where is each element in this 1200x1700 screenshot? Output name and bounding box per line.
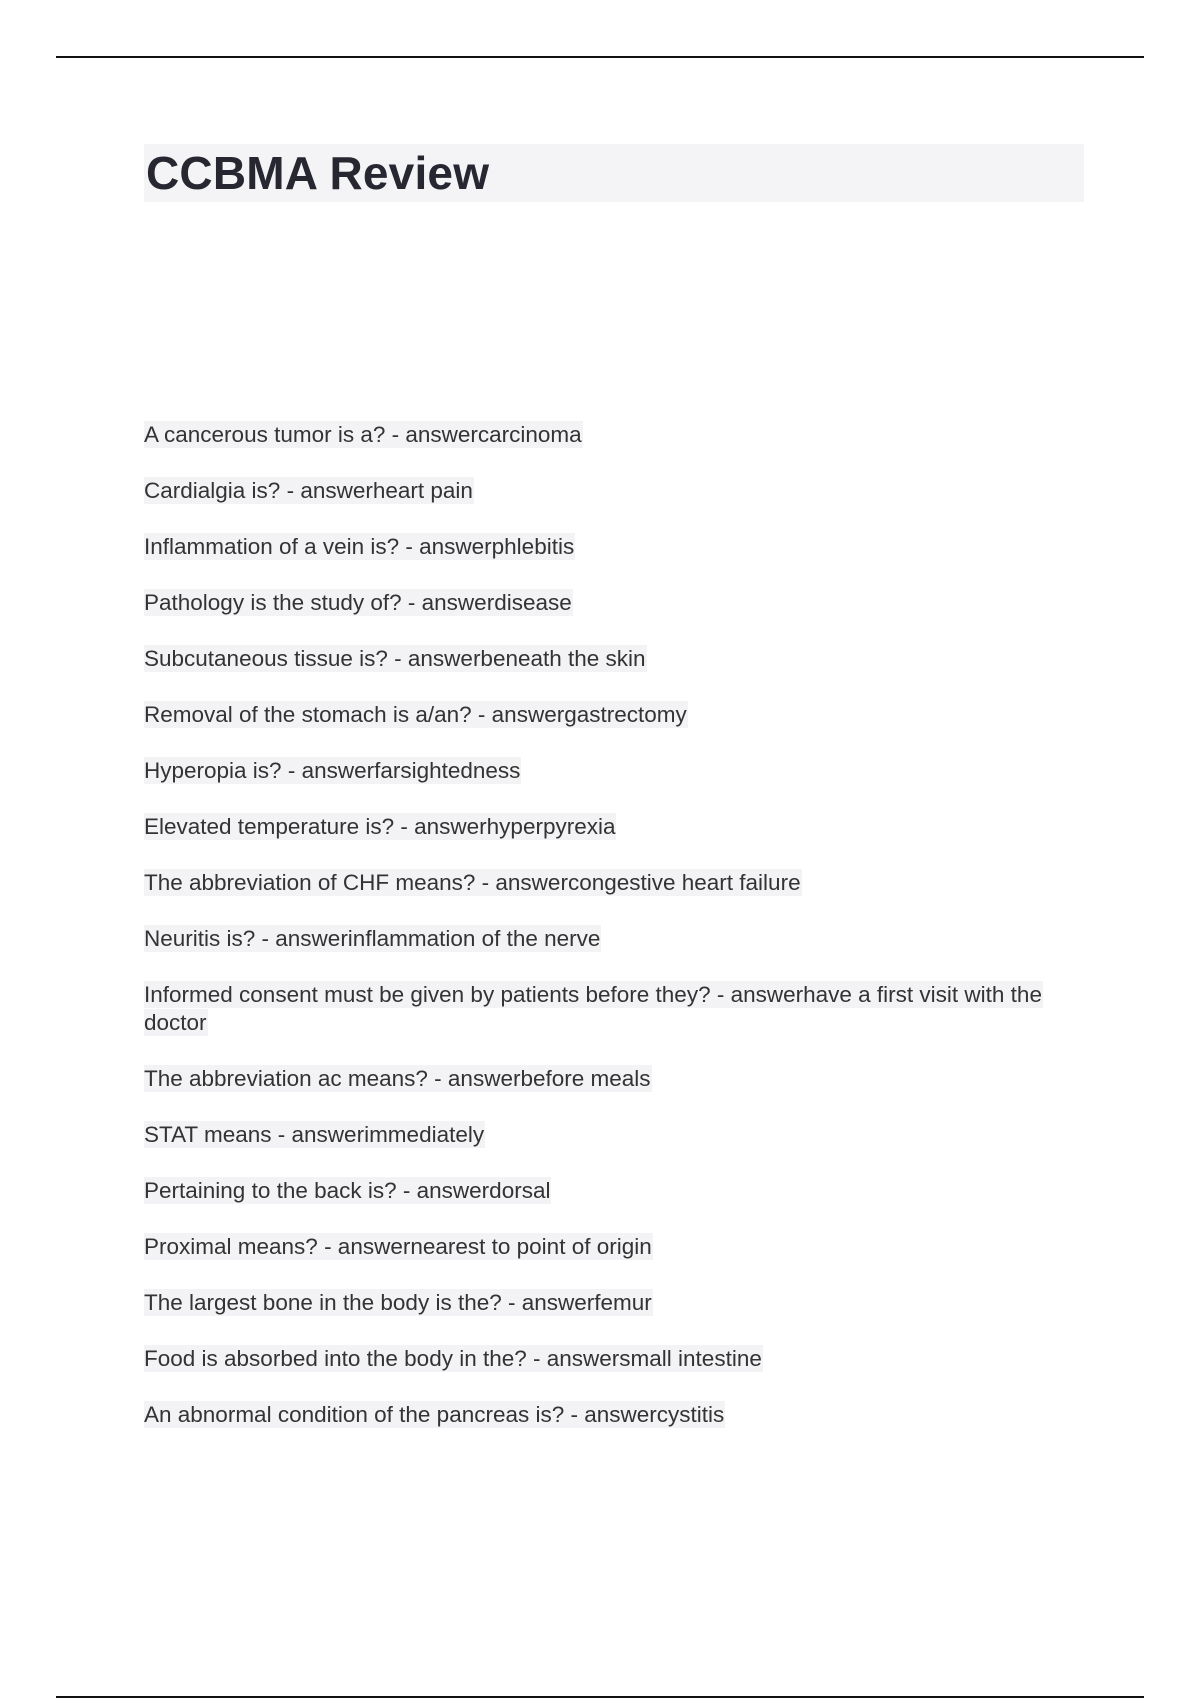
qa-text: Subcutaneous tissue is? - answerbeneath the skin	[144, 646, 646, 671]
header-rule	[56, 56, 1144, 58]
list-item	[144, 421, 1084, 449]
list-item	[144, 589, 1084, 617]
list-item	[144, 813, 1084, 841]
qa-text: Hyperopia is? - answerfarsightedness	[144, 758, 521, 783]
qa-text: Cardialgia is? - answerheart pain	[144, 478, 473, 503]
qa-text: Elevated temperature is? - answerhyperpyrexia	[144, 814, 616, 839]
qa-text: The largest bone in the body is the? - answerfemur	[144, 1290, 652, 1315]
page-title: CCBMA Review	[146, 147, 490, 199]
list-item	[144, 1401, 1084, 1429]
qa-text: Food is absorbed into the body in the? - answersmall intestine	[144, 1346, 762, 1371]
qa-text: The abbreviation ac means? - answerbefore meals	[144, 1066, 651, 1091]
qa-text: Removal of the stomach is a/an? - answergastrectomy	[144, 702, 687, 727]
qa-text: Neuritis is? - answerinflammation of the nerve	[144, 926, 601, 951]
qa-text: Inflammation of a vein is? - answerphlebitis	[144, 534, 575, 559]
title-block	[144, 144, 1084, 202]
qa-list	[144, 421, 1084, 1457]
qa-text: An abnormal condition of the pancreas is? - answercystitis	[144, 1402, 725, 1427]
list-item	[144, 869, 1084, 897]
footer-rule	[56, 1696, 1144, 1698]
list-item	[144, 1233, 1084, 1261]
qa-text: Informed consent must be given by patients before they? - answerhave a first visit with the doctor	[144, 982, 1042, 1035]
list-item	[144, 1121, 1084, 1149]
qa-text: Pathology is the study of? - answerdisease	[144, 590, 572, 615]
qa-text: Proximal means? - answernearest to point of origin	[144, 1234, 652, 1259]
qa-text: Pertaining to the back is? - answerdorsal	[144, 1178, 551, 1203]
list-item	[144, 981, 1084, 1037]
list-item	[144, 1065, 1084, 1093]
qa-text: The abbreviation of CHF means? - answercongestive heart failure	[144, 870, 801, 895]
list-item	[144, 477, 1084, 505]
list-item	[144, 925, 1084, 953]
qa-text: STAT means - answerimmediately	[144, 1122, 485, 1147]
list-item	[144, 1345, 1084, 1373]
list-item	[144, 1177, 1084, 1205]
list-item	[144, 533, 1084, 561]
list-item	[144, 701, 1084, 729]
list-item	[144, 757, 1084, 785]
list-item	[144, 645, 1084, 673]
list-item	[144, 1289, 1084, 1317]
qa-text: A cancerous tumor is a? - answercarcinoma	[144, 422, 582, 447]
